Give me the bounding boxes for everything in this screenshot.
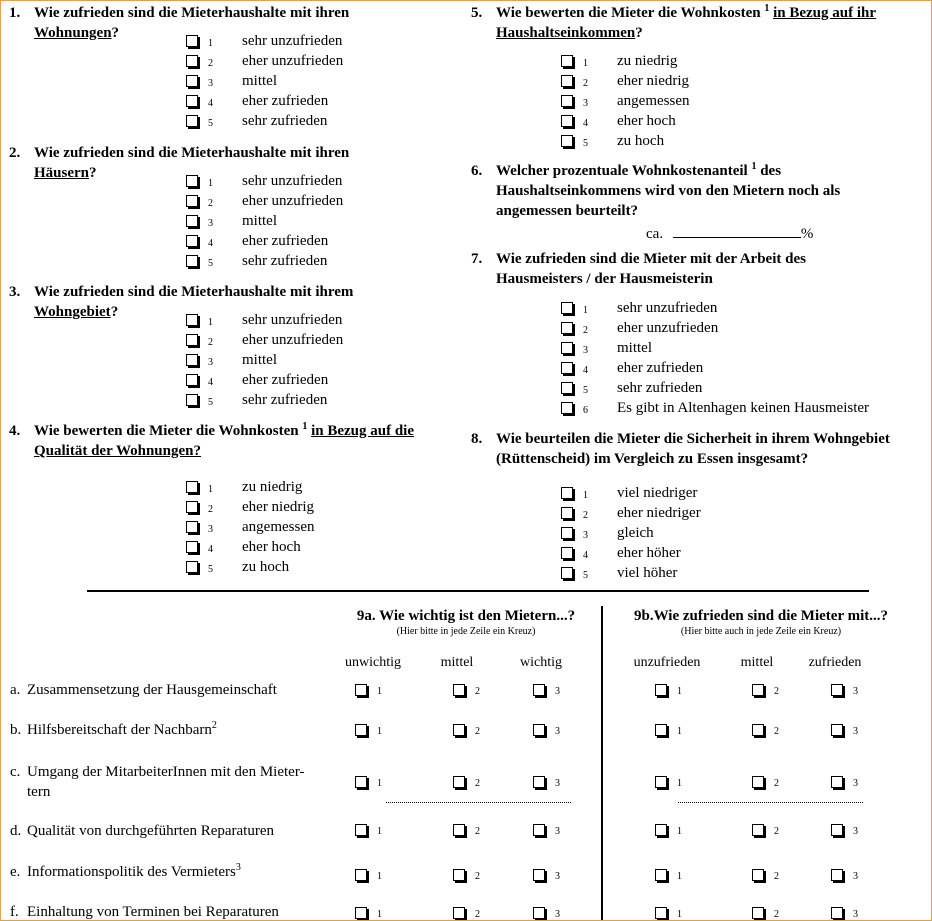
checkbox[interactable] xyxy=(561,302,573,314)
option-item[interactable] xyxy=(561,543,932,563)
option-item[interactable] xyxy=(561,338,932,358)
option-item[interactable] xyxy=(561,71,932,91)
option-number: 3 xyxy=(583,345,588,356)
q9b-checkbox-cell[interactable] xyxy=(752,680,792,700)
checkbox[interactable] xyxy=(561,362,573,374)
option-item[interactable] xyxy=(561,91,932,111)
option-label: eher zufrieden xyxy=(242,93,329,109)
scale-number: 2 xyxy=(475,778,480,789)
scale-number: 2 xyxy=(475,826,480,837)
option-number: 2 xyxy=(583,510,588,521)
q9-row-label xyxy=(10,762,330,802)
scale-number: 3 xyxy=(853,726,858,737)
checkbox[interactable] xyxy=(752,724,764,736)
checkbox[interactable] xyxy=(186,354,198,366)
q9b-checkbox-cell[interactable] xyxy=(655,903,695,921)
option-item[interactable] xyxy=(561,51,932,71)
option-number: 5 xyxy=(208,258,213,269)
checkbox[interactable] xyxy=(533,824,545,836)
checkbox[interactable] xyxy=(561,382,573,394)
row-text-cont: tern xyxy=(27,784,51,800)
option-label: eher niedrig xyxy=(617,73,690,89)
checkbox[interactable] xyxy=(186,334,198,346)
row-text: Qualität von durchgeführten Reparaturen xyxy=(27,823,274,839)
q9b-checkbox-cell[interactable] xyxy=(831,820,871,840)
q9a-checkbox-cell[interactable] xyxy=(453,772,493,792)
option-item[interactable] xyxy=(561,298,932,318)
row-text: Umgang der MitarbeiterInnen mit den Mieter- xyxy=(27,764,305,780)
scale-number: 1 xyxy=(377,871,382,882)
scale-number: 2 xyxy=(774,909,779,920)
scale-number: 2 xyxy=(475,871,480,882)
scale-number: 3 xyxy=(853,686,858,697)
question-5-number: 5. xyxy=(471,5,483,21)
checkbox[interactable] xyxy=(831,684,843,696)
option-number: 4 xyxy=(208,238,213,249)
option-label: sehr zufrieden xyxy=(242,392,328,408)
q9b-note: (Hier bitte auch in jede Zeile ein Kreuz) xyxy=(680,626,842,637)
row-text: Informationspolitik des Vermieters xyxy=(27,864,236,880)
option-number: 6 xyxy=(583,405,588,416)
checkbox[interactable] xyxy=(752,684,764,696)
option-label: eher zufrieden xyxy=(617,360,704,376)
q9b-checkbox-cell[interactable] xyxy=(655,772,695,792)
q9a-note: (Hier bitte in jede Zeile ein Kreuz) xyxy=(396,626,536,637)
option-number: 1 xyxy=(208,38,213,49)
q9-row-label xyxy=(10,862,330,882)
option-number: 2 xyxy=(208,504,213,515)
option-number: 4 xyxy=(208,98,213,109)
option-item[interactable] xyxy=(561,318,932,338)
checkbox[interactable] xyxy=(561,95,573,107)
checkbox[interactable] xyxy=(561,115,573,127)
option-number: 3 xyxy=(208,524,213,535)
option-label: sehr unzufrieden xyxy=(242,33,343,49)
q9b-checkbox-cell[interactable] xyxy=(655,820,695,840)
option-label: angemessen xyxy=(242,519,315,535)
question-3-title: 3. Wie zufrieden sind die Mieterhaushalte mit ihrem Wohngebiet? xyxy=(9,284,354,320)
row-text: Einhaltung von Terminen bei Reparaturen xyxy=(27,904,279,920)
option-item[interactable] xyxy=(561,563,932,583)
option-number: 5 xyxy=(583,385,588,396)
option-label: gleich xyxy=(617,525,654,541)
checkbox[interactable] xyxy=(186,235,198,247)
q9b-checkbox-cell[interactable] xyxy=(752,720,792,740)
option-number: 1 xyxy=(583,305,588,316)
question-8-options xyxy=(561,483,932,583)
checkbox[interactable] xyxy=(355,869,367,881)
scale-number: 3 xyxy=(853,909,858,920)
option-number: 2 xyxy=(583,325,588,336)
q9a-checkbox-cell[interactable] xyxy=(355,865,395,885)
option-label: angemessen xyxy=(617,93,690,109)
checkbox[interactable] xyxy=(453,824,465,836)
checkbox[interactable] xyxy=(561,55,573,67)
option-number: 3 xyxy=(208,78,213,89)
option-number: 1 xyxy=(583,490,588,501)
percent-fill-field[interactable]: ca. % xyxy=(646,223,813,244)
q9b-col-header: zufrieden xyxy=(808,655,862,670)
checkbox[interactable] xyxy=(561,567,573,579)
option-number: 2 xyxy=(208,337,213,348)
q9b-checkbox-cell[interactable] xyxy=(831,772,871,792)
q9-row-label xyxy=(10,720,330,740)
option-number: 5 xyxy=(208,397,213,408)
checkbox[interactable] xyxy=(453,684,465,696)
question-4-number: 4. xyxy=(9,423,21,439)
checkbox[interactable] xyxy=(831,724,843,736)
row-letter: b. xyxy=(10,722,22,738)
checkbox[interactable] xyxy=(752,776,764,788)
q9a-checkbox-cell[interactable] xyxy=(355,820,395,840)
q9b-checkbox-cell[interactable] xyxy=(831,680,871,700)
q9a-checkbox-cell[interactable] xyxy=(453,720,493,740)
q9-row-label xyxy=(10,902,330,921)
scale-number: 2 xyxy=(774,726,779,737)
checkbox[interactable] xyxy=(561,322,573,334)
question-7-options xyxy=(561,298,932,418)
checkbox[interactable] xyxy=(186,175,198,187)
q9a-checkbox-cell[interactable] xyxy=(533,903,573,921)
option-label: eher zufrieden xyxy=(242,233,329,249)
footnote-marker: 1 xyxy=(302,421,308,432)
question-6-number: 6. xyxy=(471,163,483,179)
checkbox[interactable] xyxy=(186,394,198,406)
scale-number: 2 xyxy=(774,686,779,697)
option-item[interactable] xyxy=(561,378,932,398)
q9a-checkbox-cell[interactable] xyxy=(355,720,395,740)
checkbox[interactable] xyxy=(453,724,465,736)
scale-number: 1 xyxy=(677,826,682,837)
option-label: zu niedrig xyxy=(617,53,678,69)
row-letter: d. xyxy=(10,823,22,839)
checkbox[interactable] xyxy=(453,907,465,919)
option-item[interactable] xyxy=(561,523,932,543)
row-letter: c. xyxy=(10,764,21,780)
question-1-number: 1. xyxy=(9,5,21,21)
checkbox[interactable] xyxy=(355,776,367,788)
checkbox[interactable] xyxy=(831,907,843,919)
option-label: eher unzufrieden xyxy=(242,193,344,209)
q9b-heading: 9b.Wie zufrieden sind die Mieter mit...? xyxy=(633,608,888,624)
question-2-title: 2. Wie zufrieden sind die Mieterhaushalte mit ihren Häusern? xyxy=(9,145,350,181)
option-number: 5 xyxy=(208,118,213,129)
option-label: eher unzufrieden xyxy=(242,53,344,69)
checkbox[interactable] xyxy=(453,869,465,881)
checkbox[interactable] xyxy=(186,195,198,207)
checkbox[interactable] xyxy=(453,776,465,788)
scale-number: 3 xyxy=(853,778,858,789)
option-label: eher zufrieden xyxy=(242,372,329,388)
checkbox[interactable] xyxy=(186,215,198,227)
option-number: 4 xyxy=(208,377,213,388)
checkbox[interactable] xyxy=(752,907,764,919)
checkbox[interactable] xyxy=(655,907,667,919)
option-label: sehr zufrieden xyxy=(242,253,328,269)
option-label: zu niedrig xyxy=(242,479,303,495)
option-item[interactable] xyxy=(561,483,932,503)
option-number: 2 xyxy=(208,198,213,209)
option-number: 3 xyxy=(583,98,588,109)
option-number: 5 xyxy=(208,564,213,575)
scale-number: 1 xyxy=(677,686,682,697)
q9a-checkbox-cell[interactable] xyxy=(453,820,493,840)
checkbox[interactable] xyxy=(655,684,667,696)
checkbox[interactable] xyxy=(533,907,545,919)
option-item[interactable] xyxy=(561,503,932,523)
scale-number: 1 xyxy=(377,778,382,789)
option-label: eher unzufrieden xyxy=(617,320,719,336)
question-2-number: 2. xyxy=(9,145,21,161)
checkbox[interactable] xyxy=(655,776,667,788)
scale-number: 3 xyxy=(555,726,560,737)
q9a-col-header: unwichtig xyxy=(345,655,401,670)
q9-row-label xyxy=(10,821,330,841)
option-label: eher hoch xyxy=(617,113,676,129)
checkbox[interactable] xyxy=(355,907,367,919)
scale-number: 3 xyxy=(555,686,560,697)
checkbox[interactable] xyxy=(831,824,843,836)
option-number: 4 xyxy=(583,365,588,376)
checkbox[interactable] xyxy=(561,507,573,519)
checkbox[interactable] xyxy=(186,55,198,67)
scale-number: 2 xyxy=(774,826,779,837)
option-label: viel höher xyxy=(617,565,678,581)
option-label: eher unzufrieden xyxy=(242,332,344,348)
option-number: 3 xyxy=(208,218,213,229)
option-label: sehr unzufrieden xyxy=(242,173,343,189)
scale-number: 3 xyxy=(555,826,560,837)
q9b-col-header: mittel xyxy=(740,655,774,670)
row-letter: a. xyxy=(10,682,21,698)
option-number: 5 xyxy=(583,138,588,149)
scale-number: 1 xyxy=(377,909,382,920)
q9b-checkbox-cell[interactable] xyxy=(655,680,695,700)
checkbox[interactable] xyxy=(561,135,573,147)
checkbox[interactable] xyxy=(186,75,198,87)
option-number: 3 xyxy=(583,530,588,541)
q9b-checkbox-cell[interactable] xyxy=(831,903,871,921)
option-number: 1 xyxy=(208,317,213,328)
option-number: 1 xyxy=(208,484,213,495)
checkbox[interactable] xyxy=(561,75,573,87)
row-text: Zusammensetzung der Hausgemeinschaft xyxy=(27,682,277,698)
q9b-checkbox-cell[interactable] xyxy=(655,865,695,885)
option-item[interactable] xyxy=(561,358,932,378)
checkbox[interactable] xyxy=(655,869,667,881)
q9a-checkbox-cell[interactable] xyxy=(533,820,573,840)
checkbox[interactable] xyxy=(533,869,545,881)
checkbox[interactable] xyxy=(355,724,367,736)
checkbox[interactable] xyxy=(186,35,198,47)
q9a-col-header: wichtig xyxy=(520,655,562,670)
q9a-col-header: mittel xyxy=(440,655,474,670)
checkbox[interactable] xyxy=(561,402,573,414)
option-label: eher höher xyxy=(617,545,681,561)
q9a-checkbox-cell[interactable] xyxy=(355,680,395,700)
option-label: sehr unzufrieden xyxy=(242,312,343,328)
scale-number: 3 xyxy=(555,909,560,920)
checkbox[interactable] xyxy=(186,374,198,386)
footnote-marker: 2 xyxy=(211,720,217,731)
q9a-checkbox-cell[interactable] xyxy=(453,865,493,885)
option-number: 4 xyxy=(583,118,588,129)
option-number: 4 xyxy=(208,544,213,555)
checkbox[interactable] xyxy=(831,869,843,881)
option-number: 1 xyxy=(583,58,588,69)
checkbox[interactable] xyxy=(752,869,764,881)
q9b-checkbox-cell[interactable] xyxy=(752,772,792,792)
q9a-checkbox-cell[interactable] xyxy=(533,680,573,700)
checkbox[interactable] xyxy=(186,501,198,513)
scale-number: 1 xyxy=(677,726,682,737)
checkbox[interactable] xyxy=(561,342,573,354)
checkbox[interactable] xyxy=(831,776,843,788)
option-label: eher niedrig xyxy=(242,499,315,515)
option-label: sehr zufrieden xyxy=(242,113,328,129)
q9a-checkbox-cell[interactable] xyxy=(453,680,493,700)
question-5-options xyxy=(561,51,932,151)
row-letter: f. xyxy=(10,904,19,920)
percent-blank[interactable] xyxy=(673,223,801,238)
checkbox[interactable] xyxy=(752,824,764,836)
row-c-dotted-left xyxy=(386,802,571,803)
question-1-title: 1. Wie zufrieden sind die Mieterhaushalte mit ihren Wohnungen? xyxy=(9,5,350,41)
option-label: mittel xyxy=(242,73,277,89)
scale-number: 1 xyxy=(677,909,682,920)
checkbox[interactable] xyxy=(533,776,545,788)
q9b-checkbox-cell[interactable] xyxy=(655,720,695,740)
scale-number: 1 xyxy=(677,778,682,789)
row-letter: e. xyxy=(10,864,21,880)
checkbox[interactable] xyxy=(186,255,198,267)
question-5-title: 5. Wie bewerten die Mieter die Wohnkosten $^1$ in Bezug auf ihr Haushaltseinkommen? xyxy=(471,3,877,41)
q9-column-divider xyxy=(601,606,603,921)
option-label: zu hoch xyxy=(242,559,290,575)
option-label: zu hoch xyxy=(617,133,665,149)
scale-number: 2 xyxy=(475,726,480,737)
scale-number: 2 xyxy=(475,909,480,920)
q9a-checkbox-cell[interactable] xyxy=(533,720,573,740)
option-item[interactable] xyxy=(561,111,932,131)
q9a-heading: 9a. Wie wichtig ist den Mietern...? xyxy=(356,608,576,624)
q9b-checkbox-cell[interactable] xyxy=(831,720,871,740)
checkbox[interactable] xyxy=(533,724,545,736)
option-number: 2 xyxy=(583,78,588,89)
option-label: mittel xyxy=(617,340,652,356)
option-number: 1 xyxy=(208,178,213,189)
scale-number: 1 xyxy=(377,686,382,697)
option-label: mittel xyxy=(242,352,277,368)
checkbox[interactable] xyxy=(355,824,367,836)
question-7-number: 7. xyxy=(471,251,483,267)
question-3-number: 3. xyxy=(9,284,21,300)
scale-number: 2 xyxy=(774,778,779,789)
checkbox[interactable] xyxy=(561,547,573,559)
checkbox[interactable] xyxy=(186,95,198,107)
row-c-dotted-right xyxy=(678,802,863,803)
question-8-number: 8. xyxy=(471,431,483,447)
scale-number: 2 xyxy=(475,686,480,697)
checkbox[interactable] xyxy=(533,684,545,696)
question-7-title: 7. Wie zufrieden sind die Mieter mit der Arbeit des Hausmeisters / der Hausmeisterin xyxy=(471,251,806,287)
q9a-checkbox-cell[interactable] xyxy=(453,903,493,921)
scale-number: 3 xyxy=(555,871,560,882)
scale-number: 3 xyxy=(853,871,858,882)
checkbox[interactable] xyxy=(561,487,573,499)
q9a-checkbox-cell[interactable] xyxy=(533,772,573,792)
question-6-title: 6. Welcher prozentuale Wohnkostenanteil $^1$ des Haushaltseinkommens wird von den Mietern noch als angemessen beurteilt? xyxy=(471,161,841,219)
q9b-checkbox-cell[interactable] xyxy=(752,903,792,921)
checkbox[interactable] xyxy=(655,824,667,836)
scale-number: 1 xyxy=(377,826,382,837)
scale-number: 3 xyxy=(853,826,858,837)
row-text: Hilfsbereitschaft der Nachbarn xyxy=(27,722,212,738)
q9b-col-header: unzufrieden xyxy=(633,655,701,670)
q9a-checkbox-cell[interactable] xyxy=(355,903,395,921)
q9-row-label xyxy=(10,680,330,700)
checkbox[interactable] xyxy=(186,481,198,493)
section-separator xyxy=(87,590,869,592)
q9a-checkbox-cell[interactable] xyxy=(355,772,395,792)
footnote-marker: 3 xyxy=(235,862,241,873)
option-label: Es gibt in Altenhagen keinen Hausmeister xyxy=(617,400,870,416)
option-number: 3 xyxy=(208,357,213,368)
option-number: 4 xyxy=(583,550,588,561)
option-label: viel niedriger xyxy=(617,485,698,501)
scale-number: 1 xyxy=(677,871,682,882)
scale-number: 2 xyxy=(774,871,779,882)
scale-number: 1 xyxy=(377,726,382,737)
checkbox[interactable] xyxy=(655,724,667,736)
scale-number: 3 xyxy=(555,778,560,789)
q9b-checkbox-cell[interactable] xyxy=(752,820,792,840)
option-item[interactable] xyxy=(561,131,932,151)
option-label: eher niedriger xyxy=(617,505,701,521)
question-4-title: 4. Wie bewerten die Mieter die Wohnkosten $^1$ in Bezug auf die Qualität der Wohnungen? xyxy=(9,421,415,459)
option-label: sehr unzufrieden xyxy=(617,300,718,316)
option-label: mittel xyxy=(242,213,277,229)
checkbox[interactable] xyxy=(186,115,198,127)
option-label: sehr zufrieden xyxy=(617,380,703,396)
option-label: eher hoch xyxy=(242,539,301,555)
checkbox[interactable] xyxy=(186,561,198,573)
checkbox[interactable] xyxy=(186,521,198,533)
option-number: 2 xyxy=(208,58,213,69)
checkbox[interactable] xyxy=(561,527,573,539)
q9a-checkbox-cell[interactable] xyxy=(533,865,573,885)
checkbox[interactable] xyxy=(355,684,367,696)
footnote-marker: 1 xyxy=(751,161,757,172)
footnote-marker: 1 xyxy=(764,3,770,14)
option-item[interactable] xyxy=(561,398,932,418)
q9b-checkbox-cell[interactable] xyxy=(752,865,792,885)
left-column xyxy=(9,3,429,583)
q9b-checkbox-cell[interactable] xyxy=(831,865,871,885)
question-8-title: 8. Wie beurteilen die Mieter die Sicherheit in ihrem Wohngebiet (Rüttenscheid) im Vergleich zu Essen insgesamt? xyxy=(471,431,890,467)
right-column xyxy=(471,3,931,583)
option-number: 5 xyxy=(583,570,588,581)
checkbox[interactable] xyxy=(186,314,198,326)
checkbox[interactable] xyxy=(186,541,198,553)
